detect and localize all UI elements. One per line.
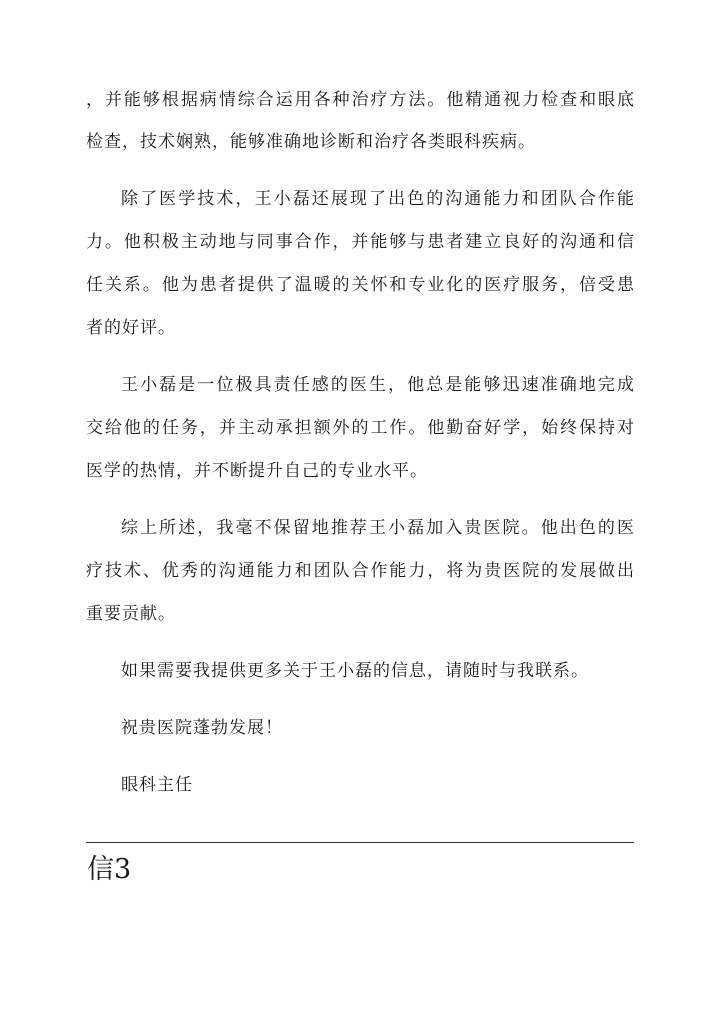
closing-wish: 祝贵医院蓬勃发展！ (121, 718, 283, 738)
paragraph-2-line-1: 除了医学技术，王小磊还展现了出色的沟通能力和团队合作能 (121, 189, 634, 209)
paragraph-2-line-3: 任关系。他为患者提供了温暖的关怀和专业化的医疗服务，倍受患 (86, 275, 634, 295)
paragraph-2-line-4: 者的好评。 (86, 318, 176, 338)
paragraph-4-line-3: 重要贡献。 (86, 604, 176, 624)
section-divider (86, 842, 634, 843)
section-heading: 信3 (87, 854, 132, 885)
paragraph-3-line-2: 交给他的任务，并主动承担额外的工作。他勤奋好学，始终保持对 (86, 418, 634, 438)
paragraph-1-line-1: ，并能够根据病情综合运用各种治疗方法。他精通视力检查和眼底 (86, 90, 634, 110)
paragraph-4-line-1: 综上所述，我毫不保留地推荐王小磊加入贵医院。他出色的医 (121, 518, 634, 538)
paragraph-4-line-2: 疗技术、优秀的沟通能力和团队合作能力，将为贵医院的发展做出 (86, 561, 634, 581)
paragraph-2-line-2: 力。他积极主动地与同事合作，并能够与患者建立良好的沟通和信 (86, 232, 634, 252)
contact-line: 如果需要我提供更多关于王小磊的信息，请随时与我联系。 (121, 661, 589, 681)
paragraph-3-line-1: 王小磊是一位极具责任感的医生，他总是能够迅速准确地完成 (121, 375, 634, 395)
paragraph-3-line-3: 医学的热情，并不断提升自己的专业水平。 (86, 461, 428, 481)
signature-title: 眼科主任 (121, 775, 193, 795)
paragraph-1-line-2: 检查，技术娴熟，能够准确地诊断和治疗各类眼科疾病。 (86, 132, 536, 152)
